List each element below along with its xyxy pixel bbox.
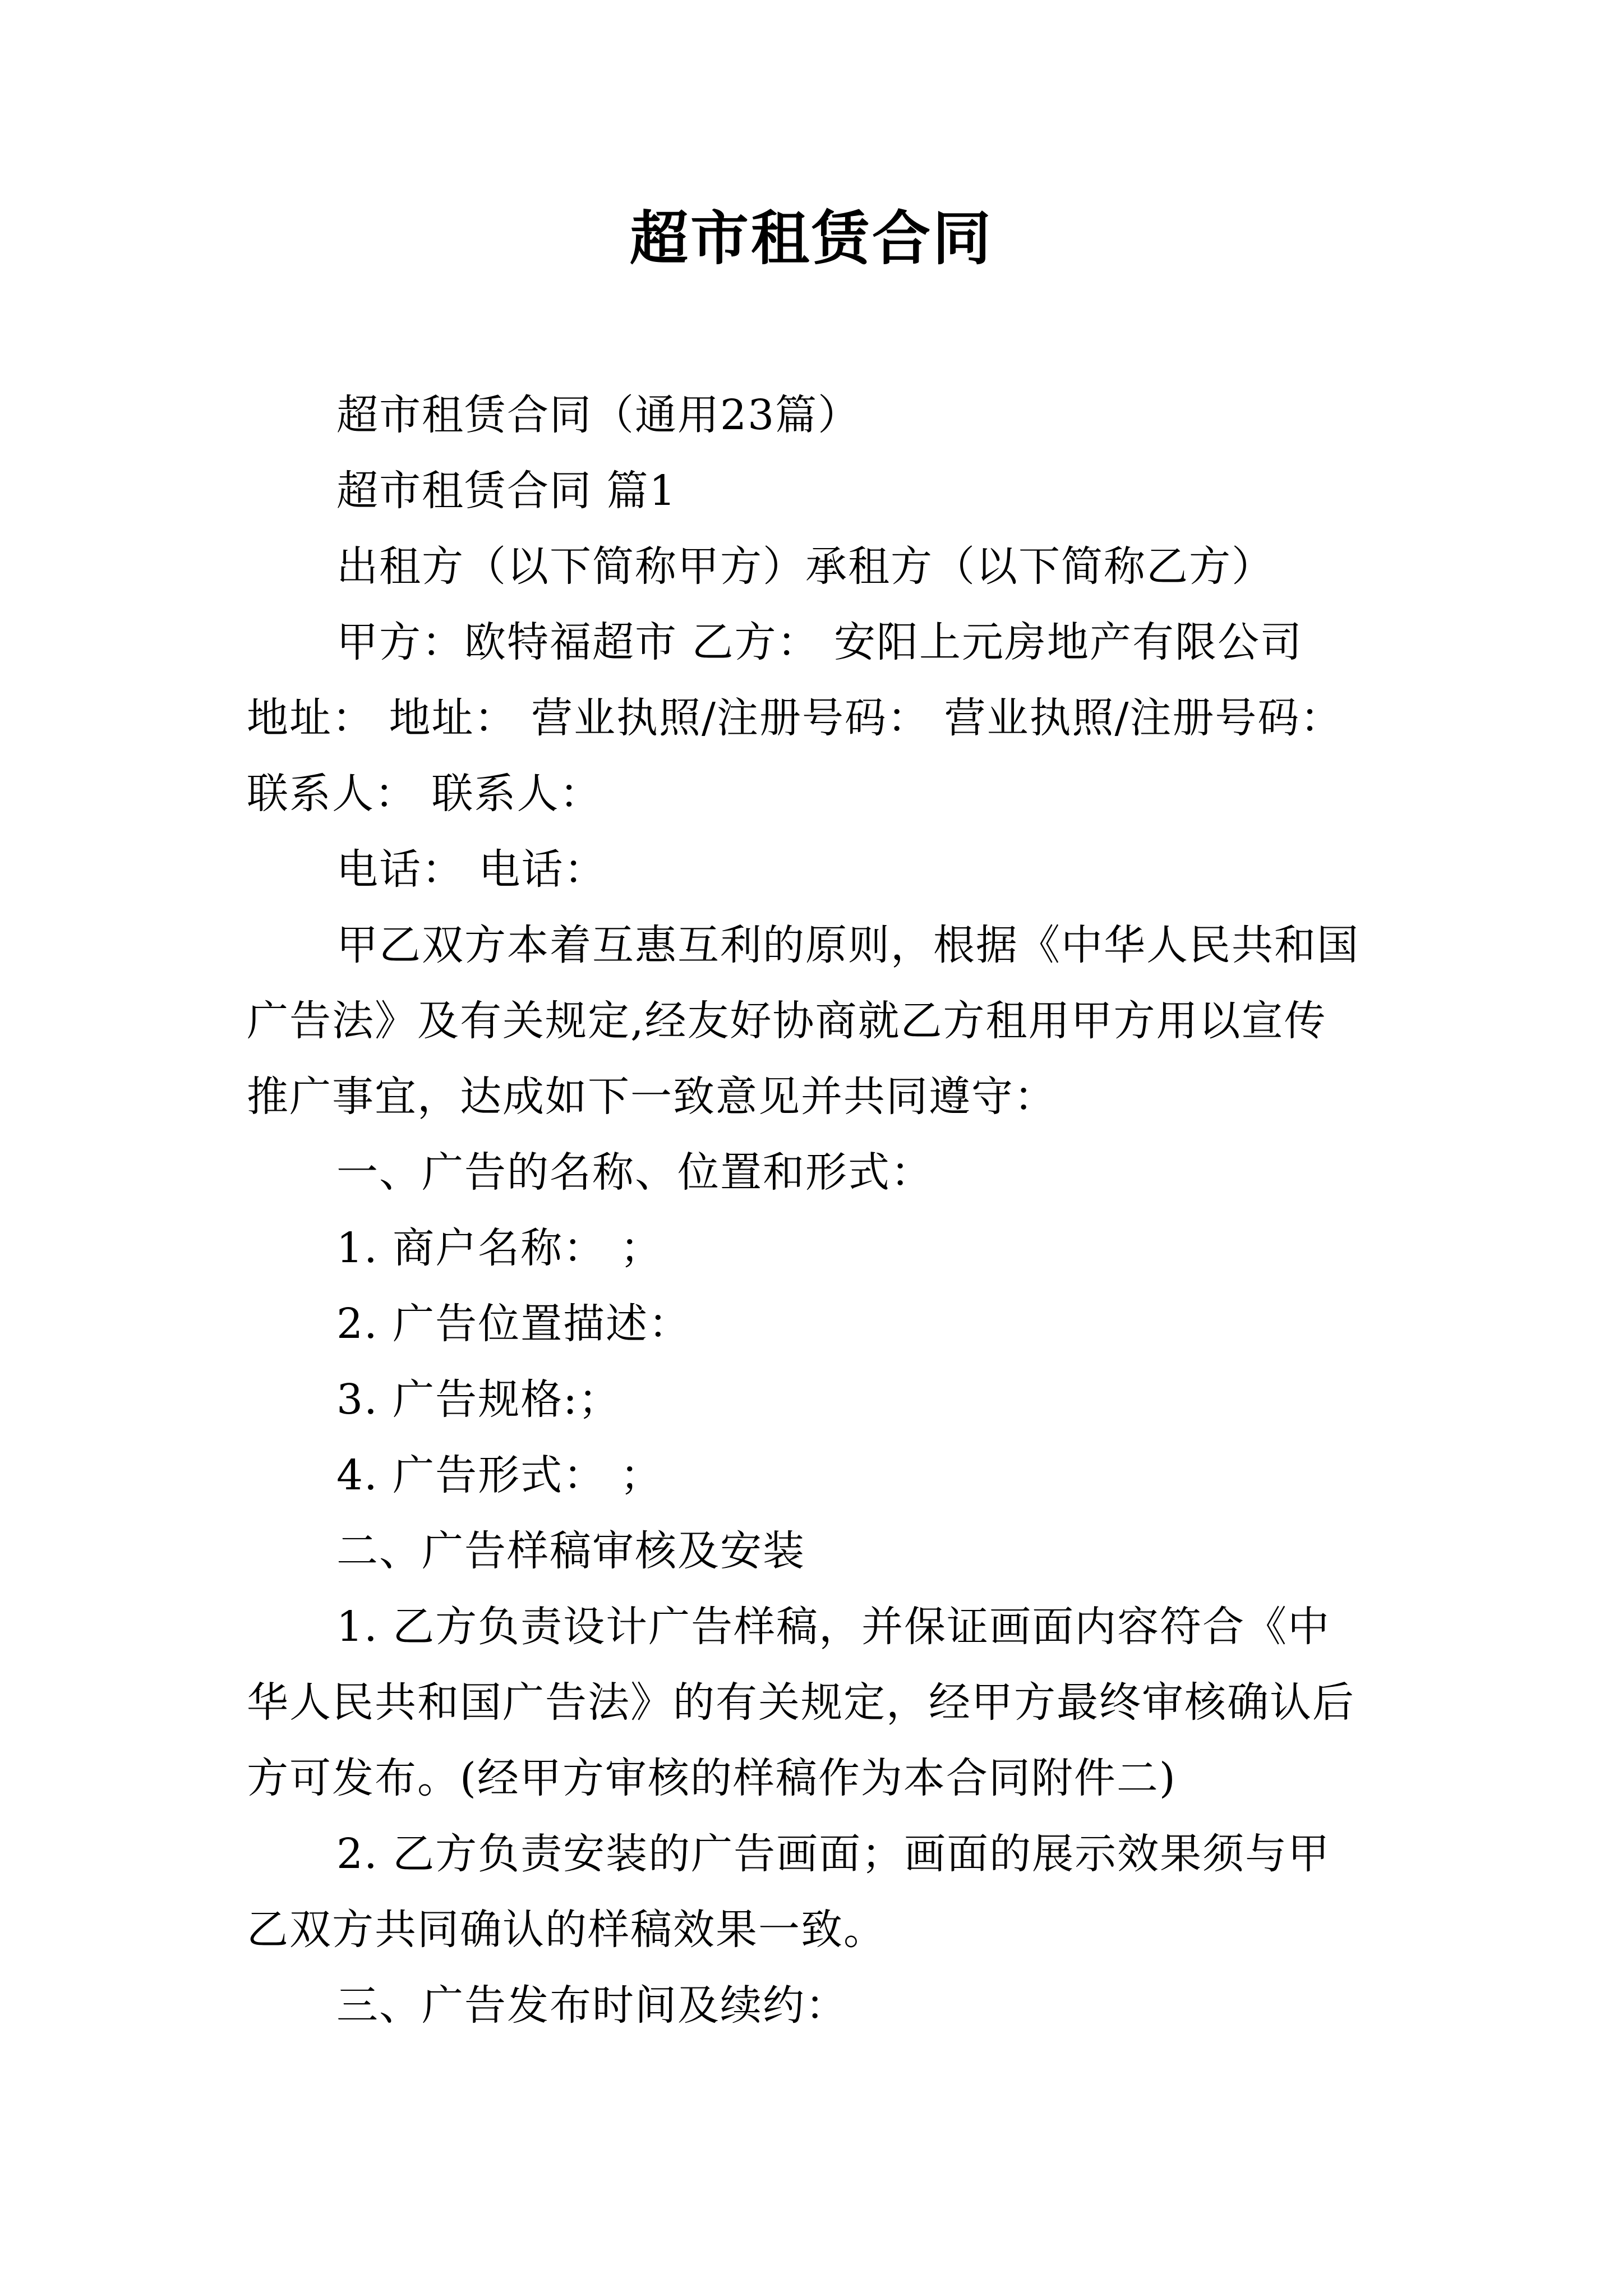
clause-heading: 一、广告的名称、位置和形式：: [336, 1148, 933, 1197]
contact-line: 联系人： 联系人：: [247, 770, 602, 818]
clause-heading: 二、广告样稿审核及安装: [336, 1527, 805, 1575]
subtitle-line: 超市租赁合同（通用23篇）: [336, 391, 861, 439]
section-heading: 超市租赁合同 篇1: [336, 467, 677, 515]
clause-item: 4. 广告形式： ；: [336, 1451, 663, 1499]
paragraph-line: 甲乙双方本着互惠互利的原则，根据《中华人民共和国: [336, 921, 1359, 969]
parties-names-line: 甲方：欧特福超市 乙方： 安阳上元房地产有限公司: [336, 618, 1303, 666]
clause-item: 2. 乙方负责安装的广告画面；画面的展示效果须与甲: [336, 1830, 1331, 1878]
phone-line: 电话： 电话：: [336, 845, 607, 894]
address-line: 地址： 地址： 营业执照/注册号码： 营业执照/注册号码：: [247, 694, 1343, 742]
parties-intro-line: 出租方（以下简称甲方）承租方（以下简称乙方）: [336, 542, 1274, 591]
clause-item: 2. 广告位置描述：: [336, 1300, 691, 1348]
clause-item-cont: 乙双方共同确认的样稿效果一致。: [247, 1906, 886, 1954]
document-title: 超市租赁合同: [629, 204, 993, 273]
clause-item: 1. 乙方负责设计广告样稿，并保证画面内容符合《中: [336, 1603, 1331, 1651]
paragraph-line: 广告法》及有关规定,经友好协商就乙方租用甲方用以宣传: [247, 997, 1327, 1045]
clause-item-cont: 方可发布。(经甲方审核的样稿作为本合同附件二): [247, 1754, 1177, 1802]
clause-item: 3. 广告规格:；: [336, 1375, 621, 1424]
clause-item-cont: 华人民共和国广告法》的有关规定，经甲方最终审核确认后: [247, 1678, 1355, 1727]
paragraph-line: 推广事宜，达成如下一致意见并共同遵守：: [247, 1073, 1057, 1121]
clause-item: 1. 商户名称： ；: [336, 1224, 663, 1272]
clause-heading: 三、广告发布时间及续约：: [336, 1981, 848, 2030]
